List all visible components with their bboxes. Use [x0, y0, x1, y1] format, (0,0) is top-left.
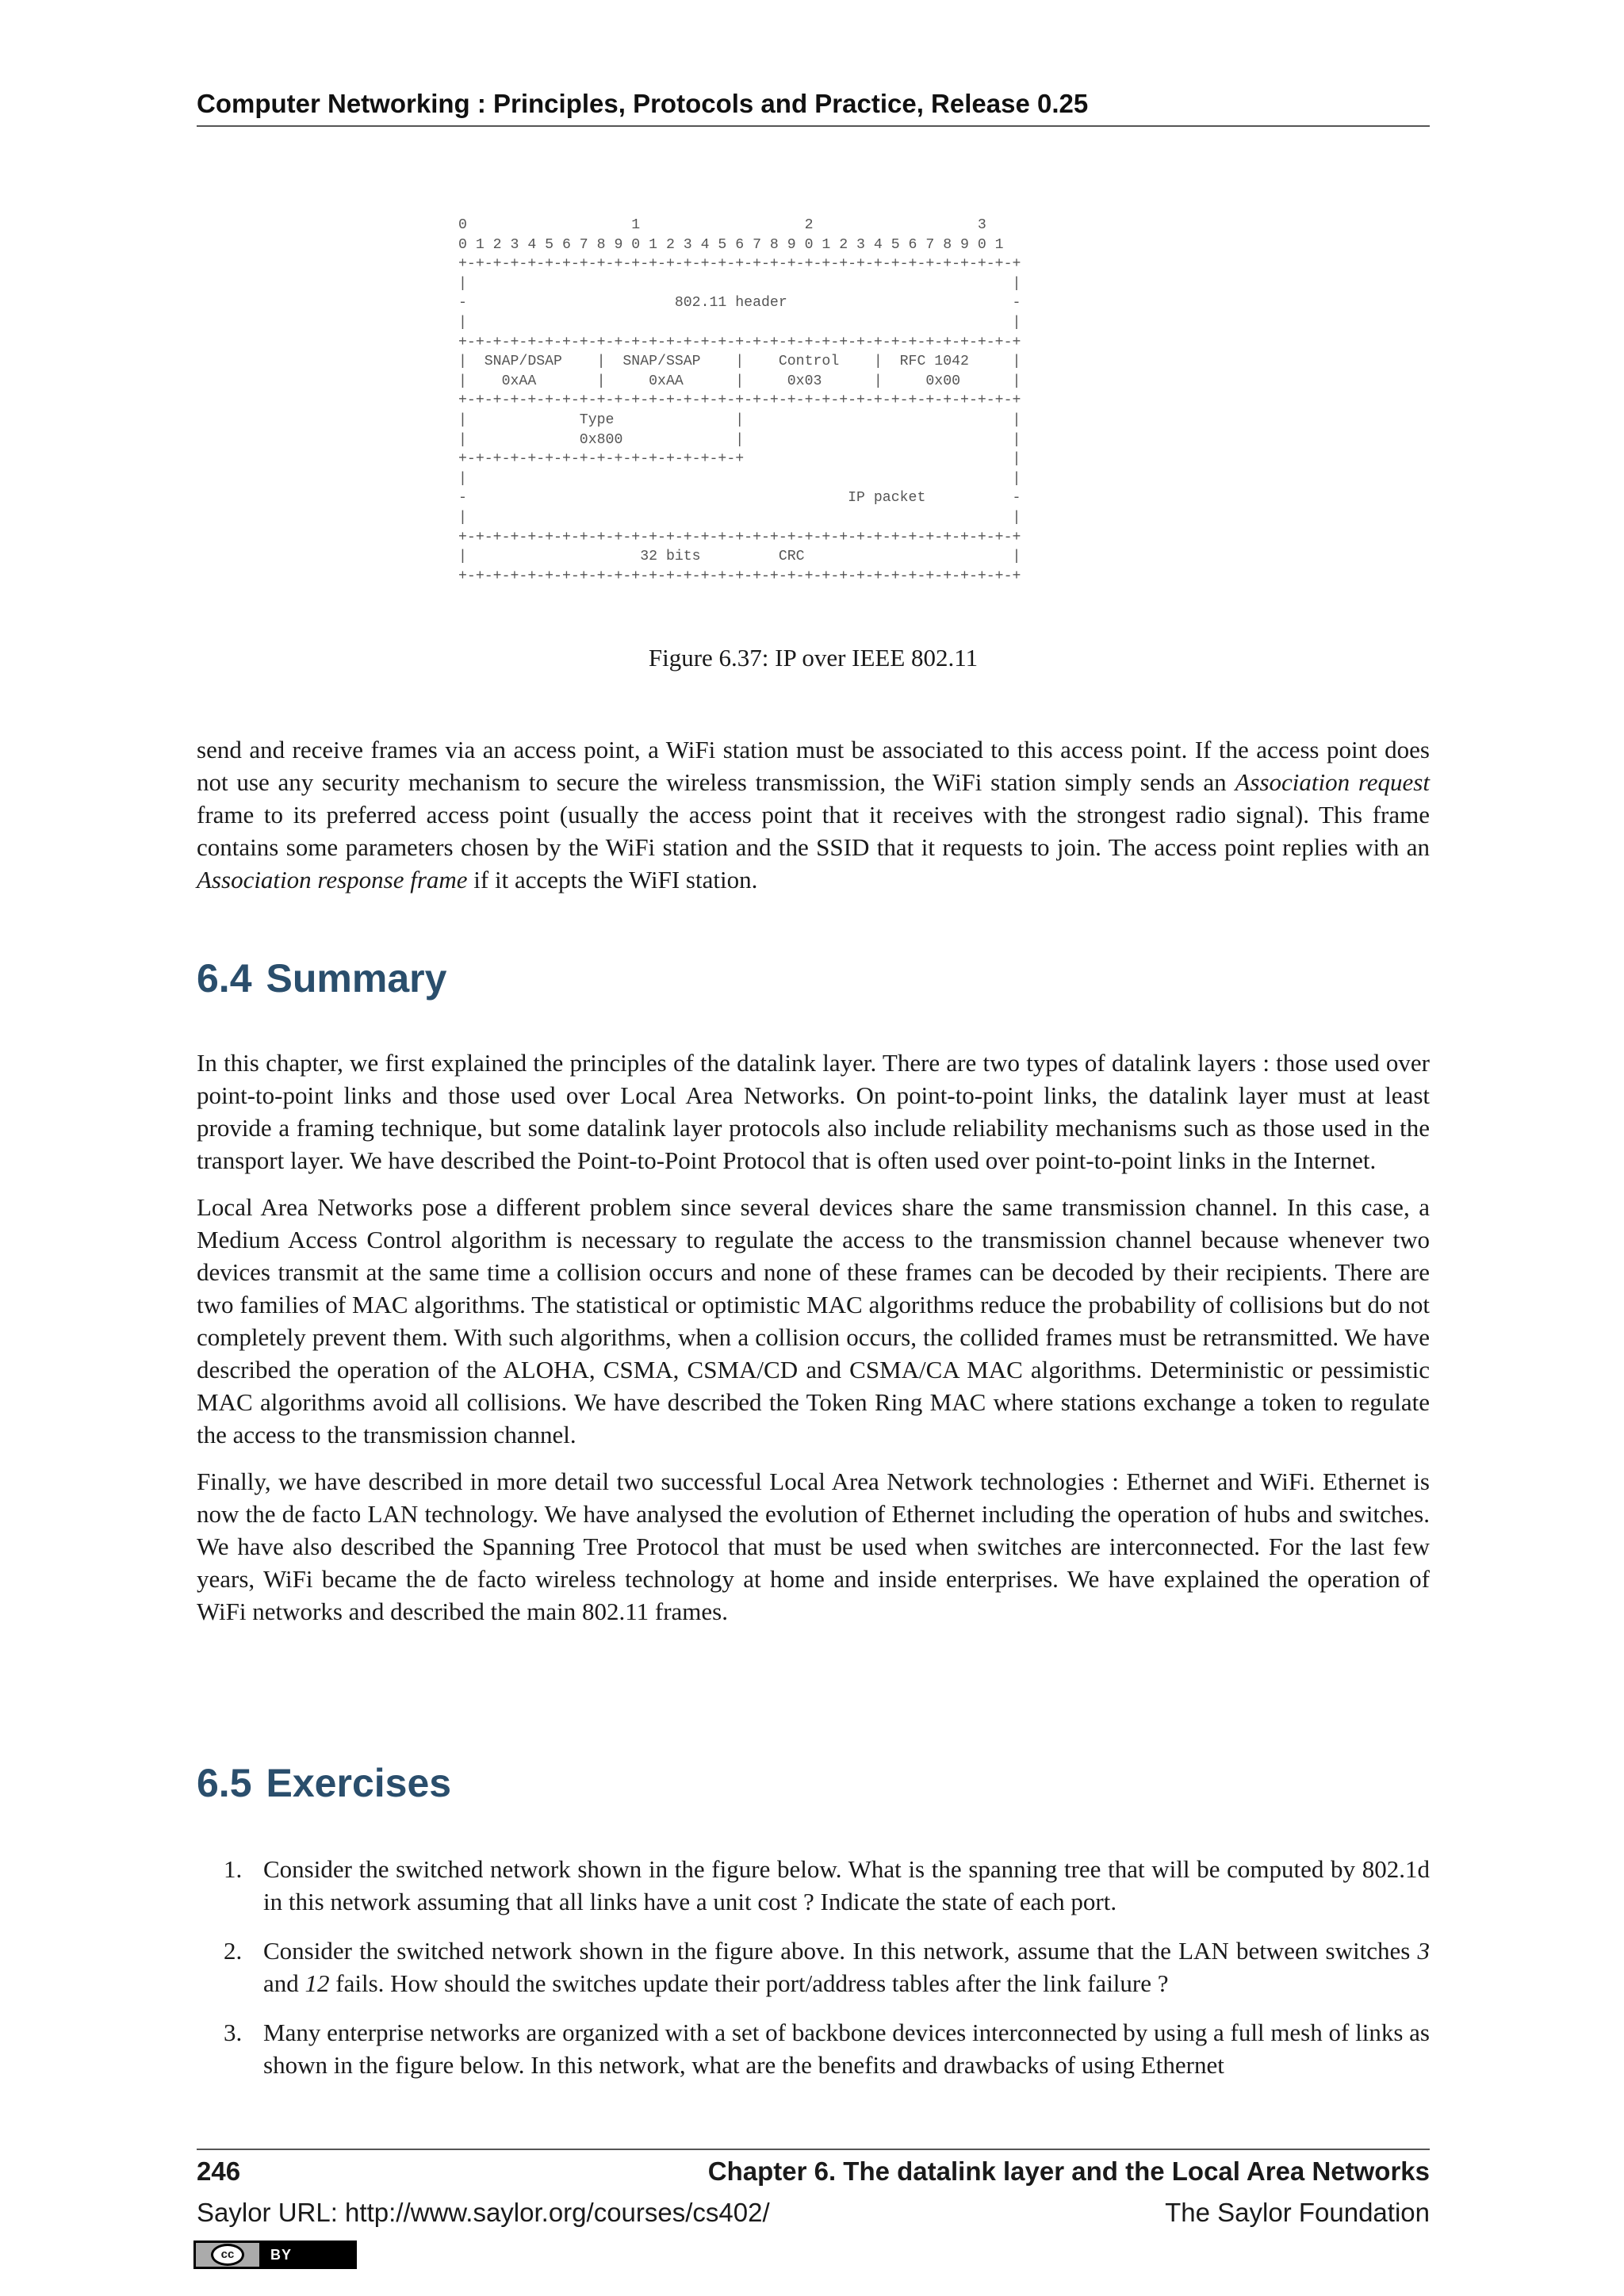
- exercise-text: and: [263, 1969, 305, 1997]
- intro-term-association-response: Association response frame: [197, 866, 468, 894]
- diagram-line: | |: [458, 509, 1021, 526]
- section-heading-exercises: [197, 1760, 451, 1806]
- diagram-line: +-+-+-+-+-+-+-+-+-+-+-+-+-+-+-+-+-+-+-+-+-+-+-+-+-+-+-+-+-+-+-+-+: [458, 529, 1021, 545]
- foundation-name: The Saylor Foundation: [1165, 2198, 1430, 2227]
- saylor-url[interactable]: Saylor URL: http://www.saylor.org/courses/cs402/: [197, 2198, 770, 2227]
- exercise-number: 2.: [224, 1937, 243, 1965]
- exercise-text: Consider the switched network shown in the figure below. What is the spanning tree that will be computed by 802.1d in this network assuming that all links have a unit cost ? Indicate the state of each port.: [263, 1855, 1430, 1915]
- figure-caption: Figure 6.37: IP over IEEE 802.11: [648, 644, 979, 672]
- chapter-title: Chapter 6. The datalink layer and the Local Area Networks: [707, 2156, 1430, 2186]
- exercise-item: [224, 1934, 1430, 1999]
- exercise-text: fails. How should the switches update their port/address tables after the link failure ?: [329, 1969, 1169, 1997]
- diagram-line: | SNAP/DSAP | SNAP/SSAP | Control | RFC 1042 |: [458, 354, 1021, 370]
- intro-paragraph: [197, 733, 1430, 910]
- exercise-number: 3.: [224, 2019, 243, 2046]
- diagram-line: | |: [458, 314, 1021, 331]
- intro-text-3: if it accepts the WiFI station.: [467, 866, 758, 894]
- exercise-text: Many enterprise networks are organized with a set of backbone devices interconnected by using a full mesh of links as shown in the figure below. In this network, what are the benefits and drawbacks of using Ethernet: [263, 2019, 1430, 2079]
- diagram-line: +-+-+-+-+-+-+-+-+-+-+-+-+-+-+-+-+ |: [458, 451, 1021, 468]
- diagram-line: | 32 bits CRC |: [458, 549, 1021, 565]
- frame-format-figure: [458, 216, 1267, 586]
- summary-paragraph: Local Area Networks pose a different problem since several devices share the same transmission channel. In this case, a Medium Access Control algorithm is necessary to regulate the access to the transmission channel because whenever two devices transmit at the same time a collision occurs and none of these frames can be decoded by their recipients. There are two families of MAC algorithms. The statistical or optimistic MAC algorithms reduce the probability of collisions but do not completely prevent them. With such algorithms, when a collision occurs, the collided frames must be retransmitted. We have described the operation of the ALOHA, CSMA, CSMA/CD and CSMA/CA MAC algorithms. Deterministic or pessimistic MAC algorithms avoid all collisions. We have described the Token Ring MAC where stations exchange a token to regulate the access to the transmission channel.: [197, 1193, 1430, 1448]
- exercise-switch-id: 12: [304, 1969, 330, 1997]
- by-icon: BY: [259, 2243, 354, 2267]
- summary-paragraph: Finally, we have described in more detail two successful Local Area Network technologies : Ethernet and WiFi. Ethernet is now the de facto LAN technology. We have analysed the evolution of Ethernet including the operation of hubs and switches. We have also described the Spanning Tree Protocol that must be used when switches are interconnected. For the last few years, WiFi became the de facto wireless technology at home and inside enterprises. We have explained the operation of WiFi networks and described the main 802.11 frames.: [197, 1468, 1430, 1625]
- running-header: Computer Networking : Principles, Protocols and Practice, Release 0.25: [197, 89, 1430, 127]
- exercise-item: [224, 2016, 1430, 2081]
- exercise-switch-id: 3: [1417, 1937, 1430, 1965]
- diagram-line: - IP packet -: [458, 490, 1021, 507]
- diagram-line: | |: [458, 275, 1021, 292]
- exercise-list: [197, 1853, 1430, 2098]
- section-title: Summary: [266, 956, 447, 1001]
- diagram-line: +-+-+-+-+-+-+-+-+-+-+-+-+-+-+-+-+-+-+-+-+-+-+-+-+-+-+-+-+-+-+-+-+: [458, 568, 1021, 584]
- exercise-item: [224, 1853, 1430, 1918]
- diagram-line: +-+-+-+-+-+-+-+-+-+-+-+-+-+-+-+-+-+-+-+-+-+-+-+-+-+-+-+-+-+-+-+-+: [458, 334, 1021, 350]
- diagram-line: +-+-+-+-+-+-+-+-+-+-+-+-+-+-+-+-+-+-+-+-+-+-+-+-+-+-+-+-+-+-+-+-+: [458, 256, 1021, 273]
- diagram-line: - 802.11 header -: [458, 295, 1021, 312]
- footer-rule: [197, 2149, 1430, 2150]
- footer-source-line: [197, 2198, 1430, 2228]
- diagram-line: +-+-+-+-+-+-+-+-+-+-+-+-+-+-+-+-+-+-+-+-+-+-+-+-+-+-+-+-+-+-+-+-+: [458, 392, 1021, 409]
- diagram-line: | |: [458, 470, 1021, 487]
- section-title: Exercises: [266, 1761, 452, 1805]
- diagram-line: 0 1 2 3: [458, 217, 986, 233]
- footer-chapter-line: [197, 2156, 1430, 2187]
- diagram-line: 0 1 2 3 4 5 6 7 8 9 0 1 2 3 4 5 6 7 8 9 0 1 2 3 4 5 6 7 8 9 0 1: [458, 236, 1004, 253]
- cc-by-license-icon: [193, 2241, 357, 2269]
- exercise-number: 1.: [224, 1855, 243, 1883]
- ieee-802-11-frame-diagram: [458, 216, 1267, 586]
- diagram-line: | 0x800 | |: [458, 431, 1021, 448]
- intro-text-1: send and receive frames via an access point, a WiFi station must be associated to this access point. If the access point does not use any security mechanism to secure the wireless transmission, the WiFi station simply sends an: [197, 736, 1430, 796]
- exercise-text: Consider the switched network shown in the figure above. In this network, assume that the LAN between switches: [263, 1937, 1418, 1965]
- summary-paragraph: In this chapter, we first explained the principles of the datalink layer. There are two types of datalink layers : those used over point-to-point links and those used over Local Area Networks. On point-to-point links, the datalink layer must at least provide a framing technique, but some datalink layer protocols also include reliability mechanisms such as those used in the transport layer. We have described the Point-to-Point Protocol that is often used over point-to-point links in the Internet.: [197, 1049, 1430, 1174]
- diagram-line: | Type | |: [458, 411, 1021, 428]
- cc-icon: cc: [211, 2244, 244, 2266]
- section-number: 6.5: [197, 1761, 252, 1805]
- intro-term-association-request: Association request: [1235, 768, 1430, 796]
- section-number: 6.4: [197, 956, 252, 1001]
- summary-body: [197, 1047, 1430, 1642]
- section-heading-summary: [197, 955, 446, 1001]
- intro-text-2: frame to its preferred access point (usually the access point that it receives with the strongest radio signal). This frame contains some parameters chosen by the WiFi station and the SSID that it requests to join. The access point replies with an: [197, 801, 1430, 861]
- page-number: 246: [197, 2156, 241, 2186]
- diagram-line: | 0xAA | 0xAA | 0x03 | 0x00 |: [458, 373, 1021, 389]
